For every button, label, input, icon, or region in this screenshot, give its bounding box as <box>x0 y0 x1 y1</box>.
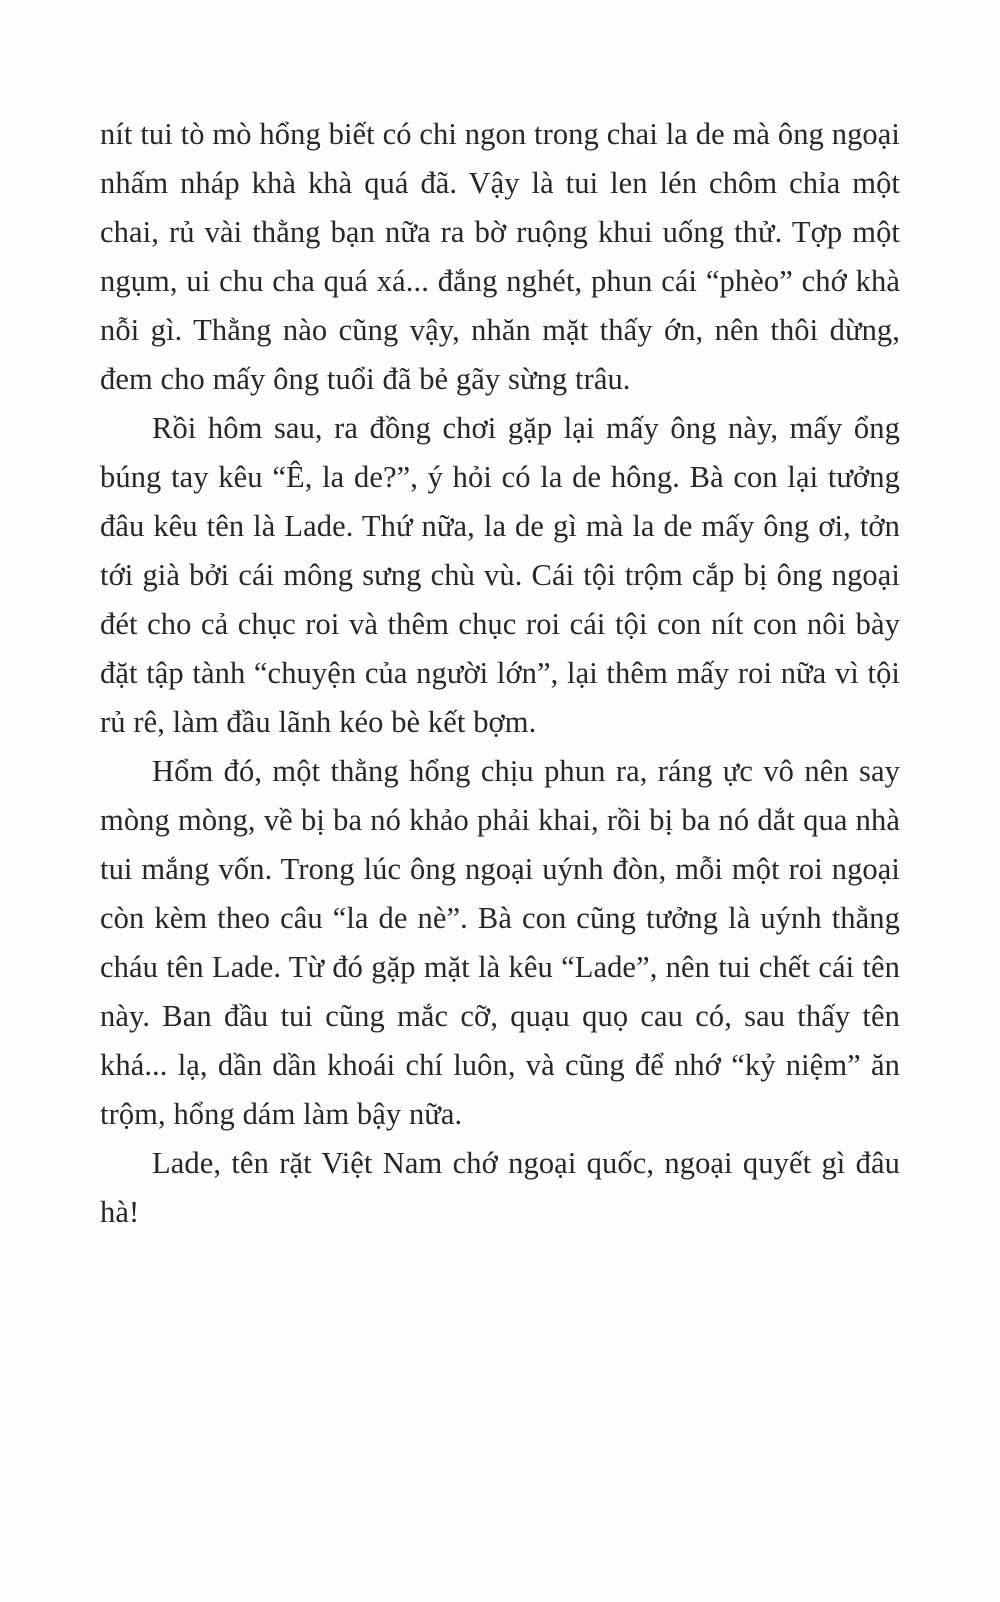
paragraph-4: Lade, tên rặt Việt Nam chớ ngoại quốc, ngoại quyết gì đâu hà! <box>100 1146 900 1229</box>
paragraph-3: Hổm đó, một thằng hổng chịu phun ra, ráng ực vô nên say mòng mòng, về bị ba nó khảo phải khai, rồi bị ba nó dắt qua nhà tui mắng vốn. Trong lúc ông ngoại uýnh đòn, mỗi một roi ngoại còn kèm theo câu “la de nè”. Bà con cũng tưởng là uýnh thằng cháu tên Lade. Từ đó gặp mặt là kêu “Lade”, nên tui chết cái tên này. Ban đầu tui cũng mắc cỡ, quạu quọ cau có, sau thấy tên khá... lạ, dần dần khoái chí luôn, và cũng để nhớ “kỷ niệm” ăn trộm, hổng dám làm bậy nữa. <box>100 754 900 1131</box>
paragraph-1: nít tui tò mò hổng biết có chi ngon trong chai la de mà ông ngoại nhấm nháp khà khà quá đã. Vậy là tui len lén chôm chỉa một chai, rủ vài thằng bạn nữa ra bờ ruộng khui uống thử. Tợp một ngụm, ui chu cha quá xá... đắng nghét, phun cái “phèo” chớ khà nỗi gì. Thằng nào cũng vậy, nhăn mặt thấy ớn, nên thôi dừng, đem cho mấy ông tuổi đã bẻ gãy sừng trâu. <box>100 117 900 396</box>
page-body-text <box>100 110 900 1237</box>
paragraph-2: Rồi hôm sau, ra đồng chơi gặp lại mấy ông này, mấy ổng búng tay kêu “Ê, la de?”, ý hỏi có la de hông. Bà con lại tưởng đâu kêu tên là Lade. Thứ nữa, la de gì mà la de mấy ông ơi, tởn tới già bởi cái mông sưng chù vù. Cái tội trộm cắp bị ông ngoại đét cho cả chục roi và thêm chục roi cái tội con nít con nôi bày đặt tập tành “chuyện của người lớn”, lại thêm mấy roi nữa vì tội rủ rê, làm đầu lãnh kéo bè kết bợm. <box>100 411 900 739</box>
